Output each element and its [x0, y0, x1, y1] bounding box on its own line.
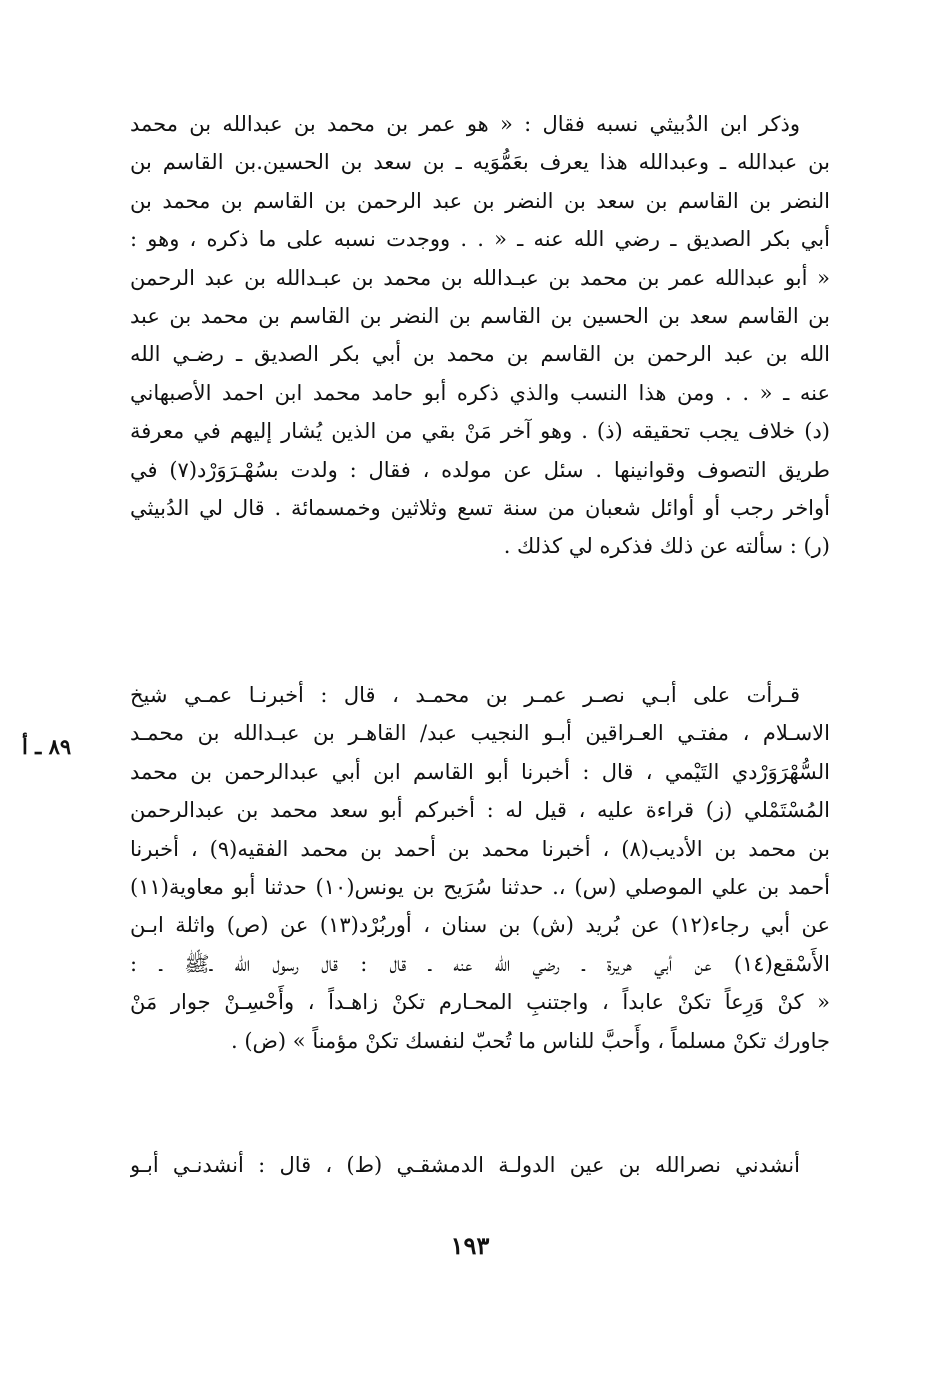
text-line: أنشدني نصرالله بن عين الدولـة الدمشقـي (ط) ، قال : أنشدنـي أبـو: [130, 1153, 800, 1177]
text-line: وذكر ابن الدُبيثي نسبه فقال : « هو عمر بن محمد بن عبدالله بن محمد: [130, 112, 800, 136]
text-line: بن محمد بن الأديب(٨) ، أخبرنا محمد بن أحمد بن محمد الفقيه(٩) ، أخبرنا: [130, 836, 830, 861]
text-line: الله بن عبد الرحمن بن القاسم بن محمد بن أبي بكر الصديق ـ رضـي الله: [130, 342, 830, 367]
text-line: « كنْ وَرِعاً تكنْ عابداً ، واجتنبِ المحـارم تكنْ زاهـداً ، وأَحْسِـنْ جوار مَنْ: [130, 990, 830, 1015]
text-line: بن القاسم سعد بن الحسين بن القاسم بن النضر بن القاسم بن محمد بن عبد: [130, 303, 830, 328]
text-line: أبي بكر الصديق ـ رضي الله عنه ـ « . . ووجدت نسبه على ما ذكره ، وهو :: [130, 227, 830, 252]
text-line: قـرأت على أبـي نصـر عمـر بن محمـد ، قال : أخبرنـا عمـي شيخ: [130, 683, 800, 707]
text-line: المُسْتَمْلي (ز) قراءة عليه ، قيل له : أخبركم أبو سعد محمد بن عبدالرحمن: [130, 798, 830, 823]
text-line: طريق التصوف وقوانينها . سئل عن مولده ، فقال : ولدت بسُهْـرَوَرْد(٧) في: [130, 457, 830, 482]
paragraph-poetry-intro: [130, 1146, 830, 1184]
text-line: السُّهْرَوَرْدي التَيْمي ، قال : أخبرنا أبو القاسم ابن أبي عبدالرحمن بن محمد: [130, 759, 830, 784]
margin-folio-note: ٨٩ ـ أ: [22, 734, 72, 759]
text-line: الاسـلام ، مفتـي العـراقين أبـو النجيب عبد/ القاهـر بن عبـدالله بن محمـد: [130, 721, 830, 746]
text-line: أحمد بن علي الموصلي (س) ،. حدثنا سُرَيح بن يونس(١٠) حدثنا أبو معاوية(١١): [130, 874, 830, 899]
text-line: جاورك تكنْ مسلماً ، وأَحبَّ للناس ما تُحبّ لنفسك تكنْ مؤمناً » (ض) .: [231, 1028, 830, 1053]
text-line: النضر بن القاسم بن سعد بن النضر بن عبد الرحمن بن القاسم بن محمد بن: [130, 188, 830, 213]
text-line: عن أبي رجاء(١٢) عن بُريد (ش) بن سنان ، أوربُرْد(١٣) عن (ص) واثلة ابـن: [130, 913, 830, 938]
paragraph-lineage: [130, 105, 830, 566]
text-line: (د) خلاف يجب تحقيقه (ذ) . وهو آخر مَنْ بقي من الذين يُشار إليهم في معرفة: [130, 419, 830, 444]
text-line: بن عبدالله ـ وعبدالله هذا يعرف بعَمُّوَيه ـ بن سعد بن الحسين.بن القاسم بن: [130, 150, 830, 175]
text-line: عنه ـ « . . ومن هذا النسب والذي ذكره أبو حامد محمد ابن احمد الأصبهاني: [130, 380, 830, 405]
text-line: (ر) : سألته عن ذلك فذكره لي كذلك .: [503, 534, 830, 559]
text-line: « أبو عبدالله عمر بن محمد بن عبـدالله بن محمد بن عبـدالله بن عبد الرحمن: [130, 265, 830, 290]
page-number: ١٩٣: [450, 1231, 490, 1260]
paragraph-hadith: [130, 676, 830, 1060]
text-line: أواخر رجب أو أوائل شعبان من سنة تسع وثلاثين وخمسمائة . قال لي الدُبيثي: [130, 495, 830, 520]
text-line: الأَسْقع(١٤) عن أبي هريرة ـ رضي الله عنه ـ قال : قال رسول الله ـﷺ ـ :: [130, 951, 830, 976]
